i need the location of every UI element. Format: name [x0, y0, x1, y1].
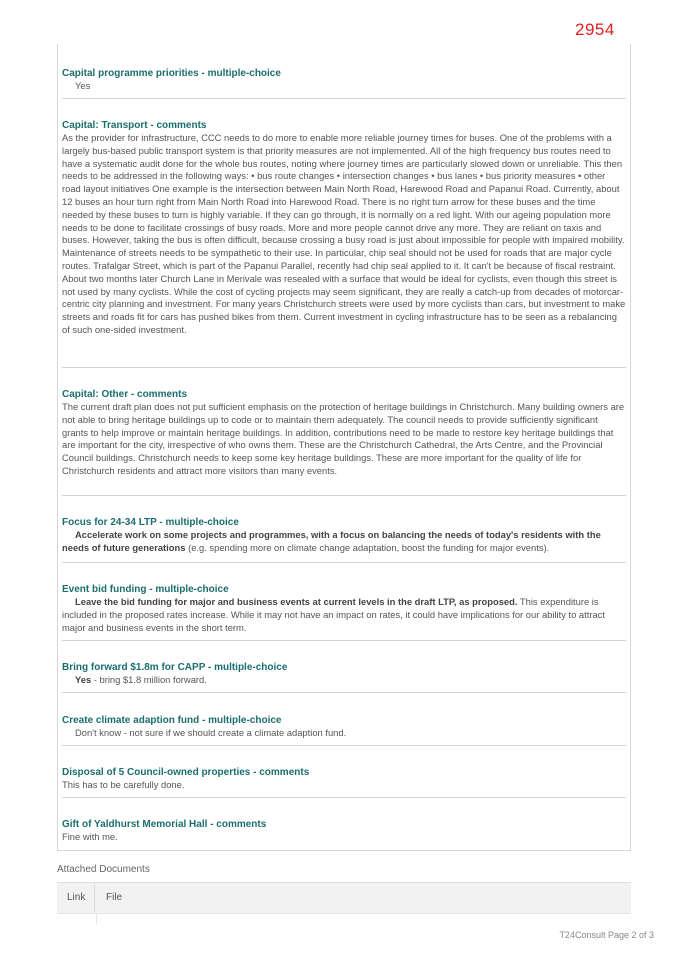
question-title: Capital: Transport - comments: [62, 120, 207, 131]
question-title: Create climate adaption fund - multiple-choice: [62, 715, 282, 726]
response-yaldhurst-memorial-hall: [62, 818, 626, 848]
question-answer: Don't know - not sure if we should create a climate adaption fund.: [75, 727, 347, 738]
question-title: Event bid funding - multiple-choice: [62, 584, 229, 595]
response-capital-transport: [62, 119, 626, 368]
question-answer: This has to be carefully done.: [62, 779, 185, 790]
response-capp-bring-forward: [62, 661, 626, 693]
column-header-link: Link: [57, 883, 95, 913]
answer-detail: This expenditure is included in the proposed rates increase. While it may not have an impact on rates, it could have implications for our ability to attract major and business events in the short term.: [62, 596, 605, 633]
answer-detail: - bring $1.8 million forward.: [91, 674, 207, 685]
question-title: Focus for 24-34 LTP - multiple-choice: [62, 517, 239, 528]
answer-choice: Accelerate work on some projects and programmes, with a focus on balancing the needs of today's residents with the needs of future generations: [62, 529, 601, 553]
question-title: Bring forward $1.8m for CAPP - multiple-choice: [62, 662, 288, 673]
question-answer: [62, 596, 626, 634]
question-answer: The current draft plan does not put sufficient emphasis on the protection of heritage buildings in Christchurch. Many building owners are not able to bring heritage buildings up to code or to maintain them adequately. The council needs to provide sufficiently significant grants to help improve or maintain heritage buildings. In addition, contributions need to be made to restore key heritage buildings that are important for the city, irrespective of who owns them. These are the Christchurch Cathedral, the Arts Centre, and the Provincial Council buildings. Christchurch needs to keep some key heritage buildings. These are more important for the quality of life for Christchurch residents and attract more visitors than many events.: [62, 401, 625, 476]
question-answer: As the provider for infrastructure, CCC needs to do more to enable more reliable journey times for buses. One of the problems with a largely bus-based public transport system is that priority measures are not implemented. All of the high frequency bus routes need to have a systematic audit done for the whole bus routes, noting where journey times are particularly slowed down or unreliable. This then needs to be addressed in the following ways: • bus route changes • intersection changes • bus lanes • bus priority measures • other road layout initiatives One example is the intersection between Main North Road, Harewood Road and Papanui Road. Currently, about 12 buses an hour turn right from Main North Road into Harewood Road. There is no right turn arrow for these buses and the time needed by these buses to turn is highly variable. If they can go through, it is normally on a red light. With our ageing population more needs to be done to facilitate crossings of busy roads. More and more people cannot drive any more. They are reliant on taxis and buses. However, taking the bus is often difficult, because crossing a busy road is just about impossible for people with impaired mobility. Maintenance of streets needs to be sympathetic to their use. In particular, chip seal should not be used for roads that are major cycle routes. Trafalgar Street, which is part of the Papanui Parallel, recently had chip seal applied to it. It can't be because of fiscal restraint. About two months later Church Lane in Merivale was resealed with a surface that would be ideal for cyclists, even though this street is not used by many cyclists. While the cost of cycling projects may seem significant, they are really a catch-up from decades of motorcar-centric city planning and investment. For many years Christchurch streets were used by more cyclists than cars, but investment to make streets and roads fit for cars has pushed bikes from them. Current investment in cycling infrastructure has to be seen as a rebalancing of such one-sided investment.: [62, 132, 626, 335]
question-title: Gift of Yaldhurst Memorial Hall - comments: [62, 819, 267, 830]
response-capital-other: [62, 388, 626, 496]
page-footer: T24Consult Page 2 of 3: [559, 930, 654, 940]
response-climate-adaption-fund: [62, 714, 626, 746]
question-title: Disposal of 5 Council-owned properties - comments: [62, 767, 310, 778]
page-number: 2954: [575, 20, 615, 39]
column-header-file: File: [106, 892, 123, 903]
answer-choice: Leave the bid funding for major and business events at current levels in the draft LTP, as proposed.: [75, 596, 518, 607]
answer-detail: (e.g. spending more on climate change adaptation, boost the funding for major events).: [185, 541, 550, 553]
attachments-table-header: [57, 882, 631, 914]
question-answer: [62, 529, 626, 555]
question-answer: Fine with me.: [62, 831, 118, 842]
question-answer: [62, 674, 626, 687]
response-event-bid-funding: [62, 583, 626, 641]
response-disposal-properties: [62, 766, 626, 798]
question-title: Capital: Other - comments: [62, 389, 188, 400]
attachments-table-body: [57, 914, 97, 924]
question-title: Capital programme priorities - multiple-choice: [62, 68, 281, 79]
response-focus-ltp: [62, 516, 626, 563]
answer-choice: Yes: [75, 674, 92, 685]
attached-documents-heading: Attached Documents: [57, 864, 150, 875]
response-capital-programme-priorities: [62, 67, 626, 99]
question-answer: Yes: [75, 80, 91, 91]
